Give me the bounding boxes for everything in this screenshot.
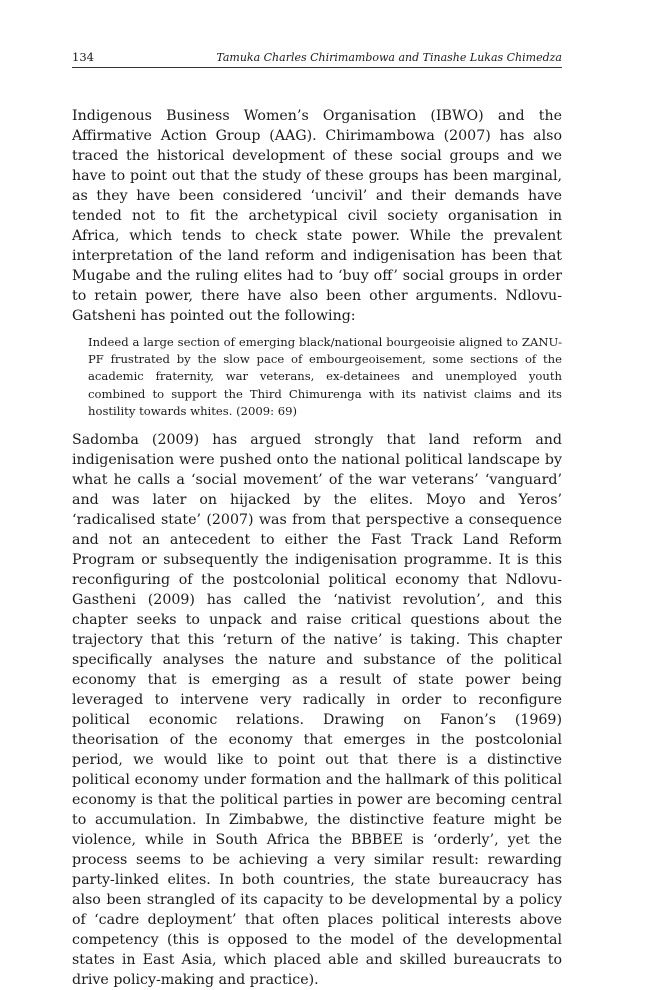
- running-head-authors: Tamuka Charles Chirimambowa and Tinashe Lukas Chimedza: [216, 51, 562, 64]
- page-number: 134: [72, 50, 94, 64]
- block-quote: Indeed a large section of emerging black/national bourgeoisie aligned to ZANU-PF frustrated by the slow pace of embourgeoisement, some sections of the academic fraternity, war veterans, ex-detainees and unemployed youth combined to support the Third Chimurenga with its nativist claims and its hostility towards whites. (2009: 69): [88, 335, 562, 418]
- book-page: [72, 50, 562, 990]
- running-head: [72, 50, 562, 68]
- body-paragraph-2: Sadomba (2009) has argued strongly that land reform and indigenisation were pushed onto the national political landscape by what he calls a ‘social movement’ of the war veterans’ ‘vanguard’ and was later on hijacked by the elites. Moyo and Yeros’ ‘radicalised state’ (2007) was from that perspective a consequence and not an antecedent to either the Fast Track Land Reform Program or subsequently the indigenisation programme. It is this reconfiguring of the postcolonial political economy that Ndlovu-Gastheni (2009) has called the ‘nativist revolution’, and this chapter seeks to unpack and raise critical questions about the trajectory that this ‘return of the native’ is taking. This chapter specifically analyses the nature and substance of the political economy that is emerging as a result of state power being leveraged to intervene very radically in order to reconfigure political economic relations. Drawing on Fanon’s (1969) theorisation of the economy that emerges in the postcolonial period, we would like to point out that there is a distinctive political economy under formation and the hallmark of this political economy is that the political parties in power are becoming central to accumulation. In Zimbabwe, the distinctive feature might be violence, while in South Africa the BBBEE is ‘orderly’, yet the process seems to be achieving a very similar result: rewarding party-linked elites. In both countries, the state bureaucracy has also been strangled of its capacity to be developmental by a policy of ‘cadre deployment’ that often places political interests above competency (this is opposed to the model of the developmental states in East Asia, which placed able and skilled bureaucrats to drive policy-making and practice).: [72, 432, 562, 989]
- body-paragraph-1: Indigenous Business Women’s Organisation (IBWO) and the Affirmative Action Group (AAG). Chirimambowa (2007) has also traced the historical development of these social groups and we have to point out that the study of these groups has been marginal, as they have been considered ‘uncivil’ and their demands have tended not to fit the archetypical civil society organisation in Africa, which tends to check state power. While the prevalent interpretation of the land reform and indigenisation has been that Mugabe and the ruling elites had to ‘buy off’ social groups in order to retain power, there have also been other arguments. Ndlovu-Gatsheni has pointed out the following:: [72, 108, 562, 324]
